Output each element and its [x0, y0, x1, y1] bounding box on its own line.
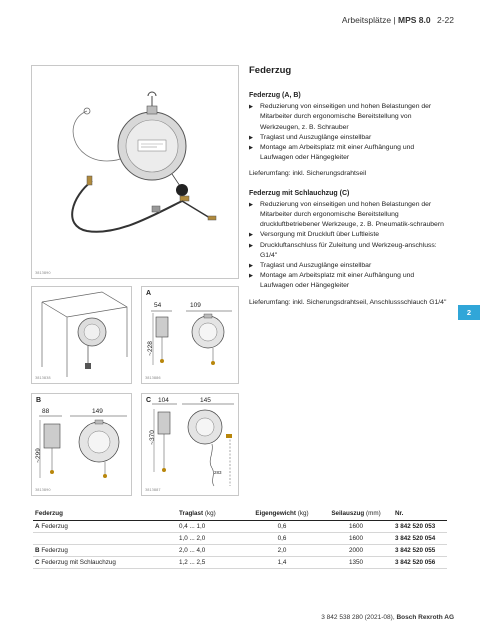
section-heading: Federzug mit Schlauchzug (C)	[249, 189, 350, 197]
dimension-height: ~299	[34, 448, 42, 463]
page-footer	[321, 614, 454, 621]
dimension-width: 145	[200, 397, 211, 404]
dimension-width: 88	[42, 408, 50, 415]
image-id: 3813890	[35, 271, 51, 275]
dimension-height: ~228	[146, 341, 154, 356]
spring-balancer-hose-illustration	[32, 66, 240, 280]
list-item: ▶ Druckluftanschluss für Zuleitung und Werkzeug-anschluss: G1/4"	[249, 241, 449, 261]
balancer-c-drawing	[142, 394, 240, 497]
column-header: Eigengewicht (kg)	[245, 506, 319, 521]
section-heading: Federzug (A, B)	[249, 92, 301, 99]
drawing-a	[141, 286, 239, 384]
image-id: 3813838	[35, 376, 51, 380]
image-id: 3813890	[35, 488, 51, 492]
list-item: ▶ Reduzierung von einseitigen und hohen Belastungen der Mitarbeiter durch ergonomische Bereitstellung von Werkzeugen, z. B. Schrauber	[249, 102, 449, 133]
drawing-label: C	[146, 397, 152, 404]
list-item: ▶ Traglast und Auszuglänge einstellbar	[249, 133, 449, 143]
table-row: A Federzug 0,4 ... 1,0 0,6 1600 3 842 520 053	[33, 521, 447, 533]
page-number: 2-22	[436, 15, 454, 25]
balancer-b-drawing	[32, 394, 133, 497]
column-header: Federzug	[33, 506, 177, 521]
dimension-hose: 283	[214, 470, 222, 475]
scope-of-delivery: Lieferumfang: inkl. Sicherungsdrahtseil	[249, 170, 367, 178]
column-header: Nr.	[393, 506, 447, 521]
dimension-width: 149	[92, 408, 103, 415]
column-header: Traglast (kg)	[177, 506, 245, 521]
chapter-tab: 2	[458, 305, 480, 320]
header-product: MPS 8.0	[398, 15, 431, 25]
main-product-image	[31, 65, 239, 279]
drawing-label: B	[36, 397, 42, 404]
table-row: C Federzug mit Schlauchzug 1,2 ... 2,5 1,4 1350 3 842 520 056	[33, 557, 447, 569]
balancer-on-frame-illustration	[32, 287, 133, 385]
dimension-width: 109	[190, 302, 201, 309]
photo-a-mounted	[31, 286, 132, 384]
list-item: ▶ Traglast und Auszuglänge einstellbar	[249, 261, 449, 271]
feature-list	[249, 102, 449, 163]
company-name: Bosch Rexroth AG	[396, 614, 454, 621]
dimension-width: 54	[154, 302, 162, 309]
product-table	[33, 506, 447, 569]
balancer-a-drawing	[142, 287, 240, 385]
table-header-row	[33, 506, 447, 521]
list-item: ▶ Versorgung mit Druckluft über Luftleiste	[249, 230, 449, 240]
page-title: Federzug	[249, 65, 292, 76]
image-id: 3813887	[145, 488, 161, 492]
header-section: Arbeitsplätze	[341, 15, 392, 25]
table-row: B Federzug 2,0 ... 4,0 2,0 2000 3 842 520 055	[33, 545, 447, 557]
dimension-height: ~370	[148, 430, 156, 445]
list-item: ▶ Montage am Arbeitsplatz mit einer Aufhängung und Laufwagen oder Hängegleiter	[249, 271, 449, 291]
feature-list	[249, 200, 449, 292]
product-description	[249, 65, 449, 308]
table-row: 1,0 ... 2,0 0,6 1600 3 842 520 054	[33, 533, 447, 545]
page-header: Arbeitsplätze | MPS 8.0 2-22	[341, 15, 454, 25]
dimension-width: 104	[158, 397, 169, 404]
list-item: ▶ Reduzierung von einseitigen und hohen Belastungen der Mitarbeiter durch ergonomische Bereitstellung druckluftbetriebener Werkzeuge, z. B. Pneumatik-schraubern	[249, 200, 449, 231]
scope-of-delivery: Lieferumfang: inkl. Sicherungsdrahtseil, Anschlussschlauch G1/4"	[249, 298, 447, 306]
image-id: 3813886	[145, 376, 161, 380]
list-item: ▶ Montage am Arbeitsplatz mit einer Aufhängung und Laufwagen oder Hängegleiter	[249, 143, 449, 163]
drawing-label: A	[146, 290, 152, 297]
column-header: Seilauszug (mm)	[319, 506, 393, 521]
drawing-c	[141, 393, 239, 496]
document-number: 3 842 538 280 (2021-08),	[321, 614, 395, 621]
drawing-b	[31, 393, 132, 496]
